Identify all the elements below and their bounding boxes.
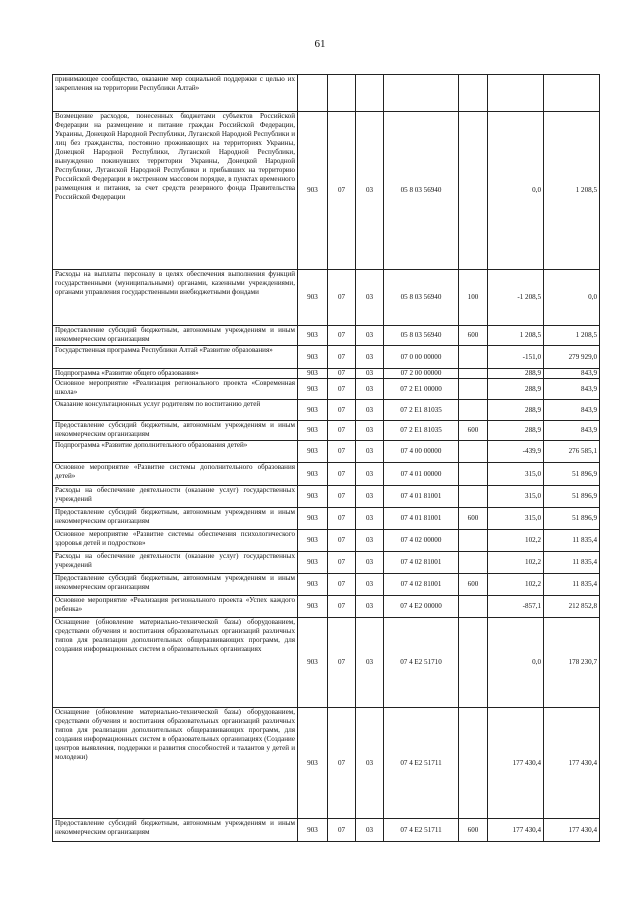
row-gr-code: 903 <box>298 379 328 400</box>
row-amount-change: 288,9 <box>488 421 544 441</box>
row-section-code: 07 <box>328 369 356 379</box>
row-name: Основное мероприятие «Реализация регионального проекта «Успех каждого ребенка» <box>53 596 298 618</box>
row-expense-type: 600 <box>459 574 488 596</box>
row-expense-type <box>459 486 488 508</box>
row-amount-total: 11 835,4 <box>544 530 600 552</box>
row-section-code: 07 <box>328 708 356 819</box>
row-amount-total: 843,9 <box>544 379 600 400</box>
row-amount-total: 843,9 <box>544 369 600 379</box>
row-target-code: 05 8 03 56940 <box>384 270 459 326</box>
row-expense-type <box>459 463 488 486</box>
row-target-code: 07 4 02 00000 <box>384 530 459 552</box>
row-gr-code: 903 <box>298 618 328 708</box>
row-amount-total: 178 230,7 <box>544 618 600 708</box>
row-amount-change: 288,9 <box>488 379 544 400</box>
row-expense-type <box>459 112 488 270</box>
row-section-code: 07 <box>328 270 356 326</box>
row-gr-code: 903 <box>298 112 328 270</box>
row-expense-type <box>459 596 488 618</box>
table-row <box>53 708 600 819</box>
row-subsection-code: 03 <box>356 508 384 530</box>
row-target-code: 07 4 01 81001 <box>384 486 459 508</box>
row-gr-code: 903 <box>298 369 328 379</box>
row-target-code: 07 2 E1 00000 <box>384 379 459 400</box>
row-target-code: 07 4 E2 51711 <box>384 819 459 842</box>
table-row <box>53 463 600 486</box>
row-target-code: 07 4 02 81001 <box>384 574 459 596</box>
row-target-code: 07 4 E2 51710 <box>384 618 459 708</box>
row-amount-total: 279 929,0 <box>544 346 600 369</box>
row-target-code: 07 4 01 00000 <box>384 463 459 486</box>
table-row <box>53 270 600 326</box>
row-subsection-code: 03 <box>356 819 384 842</box>
row-section-code <box>328 75 356 112</box>
row-amount-change: 315,0 <box>488 463 544 486</box>
table-row <box>53 819 600 842</box>
row-section-code: 07 <box>328 346 356 369</box>
row-name: Предоставление субсидий бюджетным, автономным учреждениям и иным некоммерческим организациям <box>53 508 298 530</box>
row-subsection-code: 03 <box>356 574 384 596</box>
row-target-code: 05 8 03 56940 <box>384 326 459 346</box>
row-gr-code: 903 <box>298 708 328 819</box>
row-expense-type: 600 <box>459 421 488 441</box>
row-amount-change: 315,0 <box>488 486 544 508</box>
row-name: Подпрограмма «Развитие общего образования» <box>53 369 298 379</box>
row-expense-type: 100 <box>459 270 488 326</box>
table-row <box>53 574 600 596</box>
row-subsection-code: 03 <box>356 379 384 400</box>
row-amount-change: 0,0 <box>488 618 544 708</box>
row-name: Расходы на обеспечение деятельности (оказание услуг) государственных учреждений <box>53 552 298 574</box>
row-expense-type: 600 <box>459 508 488 530</box>
budget-table <box>52 74 600 842</box>
row-name: Предоставление субсидий бюджетным, автономным учреждениям и иным некоммерческим организациям <box>53 819 298 842</box>
row-gr-code: 903 <box>298 552 328 574</box>
table-row <box>53 326 600 346</box>
table-row <box>53 421 600 441</box>
table-row <box>53 112 600 270</box>
row-section-code: 07 <box>328 326 356 346</box>
row-amount-total: 51 896,9 <box>544 486 600 508</box>
row-amount-total: 276 585,1 <box>544 441 600 463</box>
row-subsection-code: 03 <box>356 270 384 326</box>
row-section-code: 07 <box>328 400 356 421</box>
row-name: Расходы на обеспечение деятельности (оказание услуг) государственных учреждений <box>53 486 298 508</box>
row-name: Основное мероприятие «Реализация регионального проекта «Современная школа» <box>53 379 298 400</box>
row-target-code: 07 2 E1 81035 <box>384 421 459 441</box>
table-row <box>53 400 600 421</box>
table-row <box>53 596 600 618</box>
row-amount-change: -439,9 <box>488 441 544 463</box>
row-section-code: 07 <box>328 486 356 508</box>
row-target-code <box>384 75 459 112</box>
table-row <box>53 618 600 708</box>
row-subsection-code: 03 <box>356 346 384 369</box>
row-subsection-code: 03 <box>356 400 384 421</box>
row-name: Расходы на выплаты персоналу в целях обеспечения выполнения функций государственными (муниципальными) органами, казенными учреждениями, органами управления государственными внебюджетными фондами <box>53 270 298 326</box>
row-section-code: 07 <box>328 379 356 400</box>
row-amount-total: 843,9 <box>544 421 600 441</box>
row-amount-change: 288,9 <box>488 400 544 421</box>
row-subsection-code: 03 <box>356 441 384 463</box>
row-name: Оснащение (обновление материально-технической базы) оборудованием, средствами обучения и воспитания образовательных организаций различных типов для реализации дополнительных общеразвивающих программ, для создания информационных систем в образовательных организациях (Создание центров выявления, поддержки и развития способностей и талантов у детей и молодежи) <box>53 708 298 819</box>
row-name: Предоставление субсидий бюджетным, автономным учреждениям и иным некоммерческим организациям <box>53 421 298 441</box>
row-gr-code: 903 <box>298 346 328 369</box>
row-amount-change: -1 208,5 <box>488 270 544 326</box>
row-amount-total <box>544 75 600 112</box>
row-amount-total: 212 852,8 <box>544 596 600 618</box>
row-name: Возмещение расходов, понесенных бюджетами субъектов Российской Федерации на размещение и питание граждан Российской Федерации, Украины, Донецкой Народной Республики, Луганской Народной Республики и лиц без гражданства, постоянно проживающих на территориях Украины, Донецкой Народной Республики, Луганской Народной Республики, вынужденно покинувших территории Украины, Донецкой Народной Республики, Луганской Народной Республики и прибывших на территорию Российской Федерации в экстренном массовом порядке, в пунктах временного размещения и питания, за счет средств резервного фонда Правительства Российской Федерации <box>53 112 298 270</box>
row-target-code: 07 2 E1 81035 <box>384 400 459 421</box>
row-target-code: 05 8 03 56940 <box>384 112 459 270</box>
row-amount-change: 102,2 <box>488 552 544 574</box>
row-section-code: 07 <box>328 508 356 530</box>
row-target-code: 07 4 E2 00000 <box>384 596 459 618</box>
row-gr-code: 903 <box>298 819 328 842</box>
row-amount-total: 843,9 <box>544 400 600 421</box>
row-gr-code: 903 <box>298 596 328 618</box>
row-amount-total: 1 208,5 <box>544 112 600 270</box>
row-amount-change: 1 208,5 <box>488 326 544 346</box>
row-amount-change: 177 430,4 <box>488 708 544 819</box>
row-subsection-code: 03 <box>356 596 384 618</box>
row-amount-change: 315,0 <box>488 508 544 530</box>
row-expense-type <box>459 441 488 463</box>
row-gr-code: 903 <box>298 486 328 508</box>
row-name: принимающее сообщество, оказание мер социальной поддержки с целью их закрепления на территории Республики Алтай» <box>53 75 298 112</box>
row-name: Предоставление субсидий бюджетным, автономным учреждениям и иным некоммерческим организациям <box>53 574 298 596</box>
row-subsection-code: 03 <box>356 326 384 346</box>
row-amount-change: -857,1 <box>488 596 544 618</box>
table-row <box>53 75 600 112</box>
row-amount-total: 11 835,4 <box>544 552 600 574</box>
row-expense-type <box>459 618 488 708</box>
row-amount-total: 51 896,9 <box>544 463 600 486</box>
row-name: Предоставление субсидий бюджетным, автономным учреждениям и иным некоммерческим организациям <box>53 326 298 346</box>
page-number: 61 <box>314 38 326 50</box>
table-body <box>53 75 600 842</box>
row-gr-code: 903 <box>298 326 328 346</box>
row-name: Основное мероприятие «Развитие системы дополнительного образования детей» <box>53 463 298 486</box>
table-row <box>53 486 600 508</box>
row-amount-change: 177 430,4 <box>488 819 544 842</box>
table-row <box>53 369 600 379</box>
table-row <box>53 441 600 463</box>
row-expense-type <box>459 346 488 369</box>
row-name: Основное мероприятие «Развитие системы обеспечения психологического здоровья детей и подростков» <box>53 530 298 552</box>
row-name: Подпрограмма «Развитие дополнительного образования детей» <box>53 441 298 463</box>
row-amount-change <box>488 75 544 112</box>
row-section-code: 07 <box>328 596 356 618</box>
row-gr-code: 903 <box>298 421 328 441</box>
row-section-code: 07 <box>328 112 356 270</box>
table-row <box>53 379 600 400</box>
row-section-code: 07 <box>328 463 356 486</box>
row-section-code: 07 <box>328 441 356 463</box>
row-expense-type <box>459 75 488 112</box>
row-amount-total: 177 430,4 <box>544 819 600 842</box>
row-subsection-code: 03 <box>356 708 384 819</box>
table-row <box>53 346 600 369</box>
row-expense-type <box>459 530 488 552</box>
row-target-code: 07 4 01 81001 <box>384 508 459 530</box>
row-subsection-code <box>356 75 384 112</box>
row-section-code: 07 <box>328 530 356 552</box>
row-gr-code: 903 <box>298 574 328 596</box>
row-amount-change: 102,2 <box>488 574 544 596</box>
row-expense-type <box>459 369 488 379</box>
table-row <box>53 508 600 530</box>
row-subsection-code: 03 <box>356 112 384 270</box>
row-target-code: 07 4 00 00000 <box>384 441 459 463</box>
row-amount-total: 0,0 <box>544 270 600 326</box>
row-amount-change: 0,0 <box>488 112 544 270</box>
row-target-code: 07 0 00 00000 <box>384 346 459 369</box>
row-subsection-code: 03 <box>356 552 384 574</box>
row-target-code: 07 2 00 00000 <box>384 369 459 379</box>
row-gr-code: 903 <box>298 463 328 486</box>
table-row <box>53 530 600 552</box>
row-section-code: 07 <box>328 574 356 596</box>
row-section-code: 07 <box>328 421 356 441</box>
row-gr-code <box>298 75 328 112</box>
row-expense-type <box>459 708 488 819</box>
row-subsection-code: 03 <box>356 618 384 708</box>
row-section-code: 07 <box>328 819 356 842</box>
row-gr-code: 903 <box>298 508 328 530</box>
row-amount-change: 102,2 <box>488 530 544 552</box>
row-amount-total: 1 208,5 <box>544 326 600 346</box>
row-expense-type <box>459 552 488 574</box>
row-expense-type: 600 <box>459 326 488 346</box>
row-amount-total: 51 896,9 <box>544 508 600 530</box>
row-subsection-code: 03 <box>356 369 384 379</box>
row-expense-type: 600 <box>459 819 488 842</box>
row-subsection-code: 03 <box>356 530 384 552</box>
row-section-code: 07 <box>328 618 356 708</box>
row-name: Оказание консультационных услуг родителям по воспитанию детей <box>53 400 298 421</box>
row-subsection-code: 03 <box>356 463 384 486</box>
row-expense-type <box>459 400 488 421</box>
row-name: Государственная программа Республики Алтай «Развитие образования» <box>53 346 298 369</box>
row-section-code: 07 <box>328 552 356 574</box>
row-gr-code: 903 <box>298 441 328 463</box>
row-target-code: 07 4 02 81001 <box>384 552 459 574</box>
row-amount-change: 288,9 <box>488 369 544 379</box>
row-gr-code: 903 <box>298 530 328 552</box>
table-row <box>53 552 600 574</box>
row-amount-total: 177 430,4 <box>544 708 600 819</box>
row-amount-change: -151,0 <box>488 346 544 369</box>
row-gr-code: 903 <box>298 270 328 326</box>
row-expense-type <box>459 379 488 400</box>
row-subsection-code: 03 <box>356 421 384 441</box>
row-target-code: 07 4 E2 51711 <box>384 708 459 819</box>
row-name: Оснащение (обновление материально-технической базы) оборудованием, средствами обучения и воспитания образовательных организаций различных типов для реализации дополнительных общеразвивающих программ, для создания информационных систем в образовательных организациях <box>53 618 298 708</box>
row-gr-code: 903 <box>298 400 328 421</box>
row-amount-total: 11 835,4 <box>544 574 600 596</box>
row-subsection-code: 03 <box>356 486 384 508</box>
